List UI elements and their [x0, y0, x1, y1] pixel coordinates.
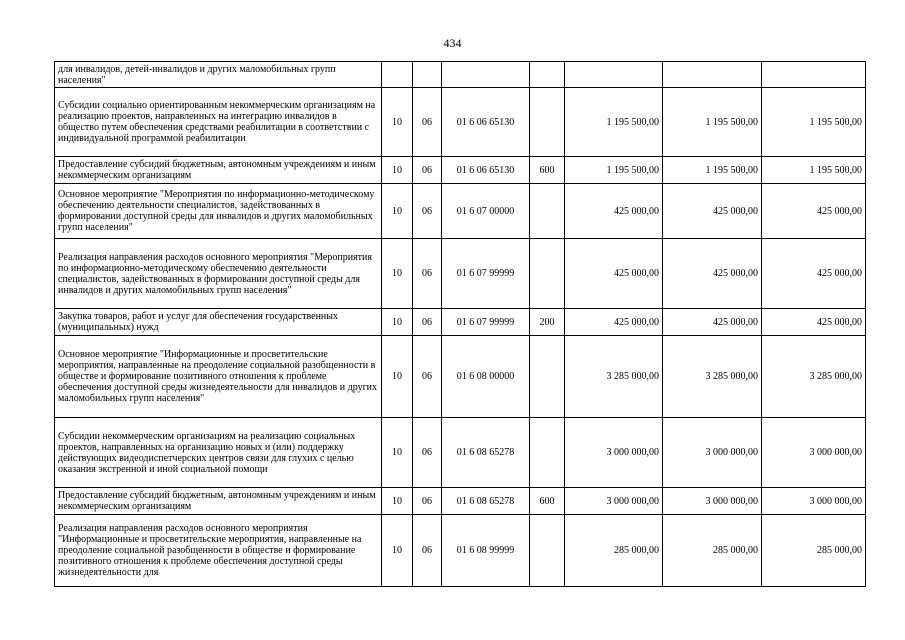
- amount-year2-cell: 425 000,00: [663, 184, 762, 239]
- expense-type-cell: [530, 336, 565, 418]
- amount-year3-cell: 1 195 500,00: [762, 88, 866, 157]
- amount-year1-cell: 3 285 000,00: [565, 336, 663, 418]
- amount-year1-cell: 1 195 500,00: [565, 157, 663, 184]
- amount-year1-cell: 285 000,00: [565, 515, 663, 587]
- target-article-cell: 01 6 06 65130: [442, 157, 530, 184]
- expense-type-cell: [530, 88, 565, 157]
- row-name-cell: Закупка товаров, работ и услуг для обеспечения государственных (муниципальных) нужд: [55, 309, 382, 336]
- table-body: [55, 62, 866, 587]
- amount-year3-cell: [762, 62, 866, 88]
- amount-year3-cell: 285 000,00: [762, 515, 866, 587]
- section-code-cell: 10: [382, 488, 413, 515]
- amount-year3-cell: 425 000,00: [762, 309, 866, 336]
- section-code-cell: 10: [382, 157, 413, 184]
- budget-table: [54, 61, 866, 587]
- subsection-code-cell: 06: [413, 488, 442, 515]
- expense-type-cell: 600: [530, 157, 565, 184]
- amount-year3-cell: 3 000 000,00: [762, 488, 866, 515]
- target-article-cell: 01 6 07 99999: [442, 239, 530, 309]
- expense-type-cell: [530, 239, 565, 309]
- expense-type-cell: [530, 184, 565, 239]
- row-name-cell: для инвалидов, детей-инвалидов и других маломобильных групп населения": [55, 62, 382, 88]
- row-name-cell: Субсидии социально ориентированным некоммерческим организациям на реализацию проектов, направленных на интеграцию инвалидов в общество путем обеспечения средствами реабилитации в соответствии с индивидуальной программой реабилитации: [55, 88, 382, 157]
- table-row: [55, 336, 866, 418]
- amount-year1-cell: 1 195 500,00: [565, 88, 663, 157]
- table-row: [55, 62, 866, 88]
- expense-type-cell: [530, 62, 565, 88]
- target-article-cell: 01 6 08 00000: [442, 336, 530, 418]
- expense-type-cell: 200: [530, 309, 565, 336]
- amount-year2-cell: 1 195 500,00: [663, 88, 762, 157]
- target-article-cell: 01 6 06 65130: [442, 88, 530, 157]
- subsection-code-cell: 06: [413, 309, 442, 336]
- amount-year3-cell: 3 285 000,00: [762, 336, 866, 418]
- table-row: [55, 184, 866, 239]
- amount-year2-cell: 1 195 500,00: [663, 157, 762, 184]
- amount-year2-cell: [663, 62, 762, 88]
- section-code-cell: 10: [382, 88, 413, 157]
- subsection-code-cell: 06: [413, 184, 442, 239]
- amount-year2-cell: 425 000,00: [663, 239, 762, 309]
- table-row: [55, 157, 866, 184]
- amount-year3-cell: 1 195 500,00: [762, 157, 866, 184]
- row-name-cell: Предоставление субсидий бюджетным, автономным учреждениям и иным некоммерческим организациям: [55, 488, 382, 515]
- amount-year3-cell: 3 000 000,00: [762, 418, 866, 488]
- amount-year1-cell: [565, 62, 663, 88]
- section-code-cell: 10: [382, 309, 413, 336]
- amount-year2-cell: 425 000,00: [663, 309, 762, 336]
- table-row: [55, 515, 866, 587]
- expense-type-cell: 600: [530, 488, 565, 515]
- subsection-code-cell: [413, 62, 442, 88]
- subsection-code-cell: 06: [413, 418, 442, 488]
- amount-year2-cell: 3 285 000,00: [663, 336, 762, 418]
- subsection-code-cell: 06: [413, 239, 442, 309]
- row-name-cell: Основное мероприятие "Информационные и просветительские мероприятия, направленные на преодоление социальной разобщенности в обществе и формирование позитивного отношения к проблеме обеспечения доступной среды жизнедеятельности для инвалидов и других маломобильных групп населения": [55, 336, 382, 418]
- amount-year2-cell: 3 000 000,00: [663, 488, 762, 515]
- amount-year1-cell: 3 000 000,00: [565, 488, 663, 515]
- amount-year1-cell: 3 000 000,00: [565, 418, 663, 488]
- table-row: [55, 488, 866, 515]
- section-code-cell: 10: [382, 184, 413, 239]
- target-article-cell: 01 6 08 99999: [442, 515, 530, 587]
- amount-year2-cell: 285 000,00: [663, 515, 762, 587]
- row-name-cell: Реализация направления расходов основного мероприятия "Информационные и просветительские мероприятия, направленные на преодоление социальной разобщенности в обществе и формирование позитивного отношения к проблеме обеспечения доступной среды жизнедеятельности для: [55, 515, 382, 587]
- expense-type-cell: [530, 515, 565, 587]
- amount-year1-cell: 425 000,00: [565, 239, 663, 309]
- section-code-cell: [382, 62, 413, 88]
- amount-year3-cell: 425 000,00: [762, 184, 866, 239]
- target-article-cell: 01 6 08 65278: [442, 488, 530, 515]
- section-code-cell: 10: [382, 336, 413, 418]
- amount-year3-cell: 425 000,00: [762, 239, 866, 309]
- amount-year2-cell: 3 000 000,00: [663, 418, 762, 488]
- table-row: [55, 309, 866, 336]
- table-row: [55, 239, 866, 309]
- section-code-cell: 10: [382, 418, 413, 488]
- row-name-cell: Субсидии некоммерческим организациям на реализацию социальных проектов, направленных на организацию новых и (или) поддержку действующих видеодиспетчерских центров связи для глухих с целью оказания экстренной и иной социальной помощи: [55, 418, 382, 488]
- subsection-code-cell: 06: [413, 88, 442, 157]
- row-name-cell: Основное мероприятие "Мероприятия по информационно-методическому обеспечению деятельности специалистов, задействованных в формировании доступной среды для инвалидов и других маломобильных групп населения": [55, 184, 382, 239]
- table-row: [55, 88, 866, 157]
- target-article-cell: 01 6 07 99999: [442, 309, 530, 336]
- amount-year1-cell: 425 000,00: [565, 309, 663, 336]
- expense-type-cell: [530, 418, 565, 488]
- section-code-cell: 10: [382, 239, 413, 309]
- target-article-cell: 01 6 07 00000: [442, 184, 530, 239]
- subsection-code-cell: 06: [413, 515, 442, 587]
- row-name-cell: Предоставление субсидий бюджетным, автономным учреждениям и иным некоммерческим организациям: [55, 157, 382, 184]
- amount-year1-cell: 425 000,00: [565, 184, 663, 239]
- subsection-code-cell: 06: [413, 336, 442, 418]
- subsection-code-cell: 06: [413, 157, 442, 184]
- row-name-cell: Реализация направления расходов основного мероприятия "Мероприятия по информационно-методическому обеспечению деятельности специалистов, задействованных в формировании доступной среды для инвалидов и других маломобильных групп населения": [55, 239, 382, 309]
- page-number: 434: [443, 36, 462, 50]
- target-article-cell: 01 6 08 65278: [442, 418, 530, 488]
- table-row: [55, 418, 866, 488]
- target-article-cell: [442, 62, 530, 88]
- section-code-cell: 10: [382, 515, 413, 587]
